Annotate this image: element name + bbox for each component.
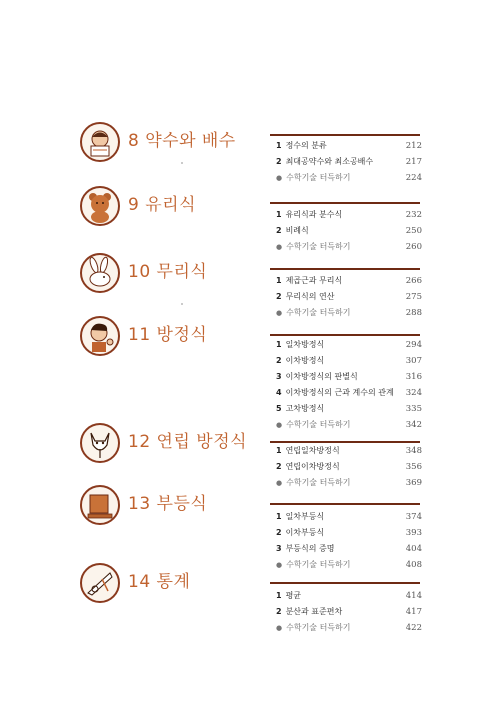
item-label: 유리식과 분수식 xyxy=(285,210,343,219)
item-page: 324 xyxy=(405,388,422,398)
item-label: 이차방정식의 근과 계수의 관계 xyxy=(285,388,394,397)
toc-item[interactable] xyxy=(276,337,422,353)
cat-icon xyxy=(80,423,120,463)
toc-item[interactable] xyxy=(276,353,422,369)
item-page: 374 xyxy=(405,512,422,522)
toc-item[interactable] xyxy=(276,541,422,557)
chapter-title: 12 연립 방정식 xyxy=(128,432,248,452)
chapter-title: 8 약수와 배수 xyxy=(128,131,236,151)
bullet-icon: ● xyxy=(276,243,283,251)
item-number: 1 xyxy=(276,446,282,455)
books-icon xyxy=(80,485,120,525)
drawing-tools-icon xyxy=(80,563,120,603)
chapter-title: 11 방정식 xyxy=(128,325,208,345)
item-label: 비례식 xyxy=(285,226,309,235)
toc-item[interactable] xyxy=(276,604,422,620)
item-number: 3 xyxy=(276,544,282,553)
toc-section xyxy=(276,273,422,321)
toc-item[interactable] xyxy=(276,509,422,525)
toc-item[interactable] xyxy=(276,443,422,459)
chapter-title: 14 통계 xyxy=(128,572,191,592)
item-number: 1 xyxy=(276,512,282,521)
item-number: 2 xyxy=(276,226,282,235)
item-page: 316 xyxy=(405,372,422,382)
toc-item[interactable] xyxy=(276,289,422,305)
toc-item[interactable] xyxy=(276,369,422,385)
divider xyxy=(270,582,420,584)
item-label: 일차방정식 xyxy=(285,340,325,349)
toc-item[interactable] xyxy=(276,154,422,170)
divider xyxy=(270,334,420,336)
item-number: 3 xyxy=(276,372,282,381)
boy-waving-icon xyxy=(80,316,120,356)
item-label: 이차방정식 xyxy=(285,356,325,365)
bullet-icon: ● xyxy=(276,309,283,317)
item-page: 250 xyxy=(405,226,422,236)
item-page: 417 xyxy=(405,607,422,617)
item-page: 232 xyxy=(405,210,422,220)
toc-extra-item[interactable] xyxy=(276,475,422,491)
toc-item[interactable] xyxy=(276,401,422,417)
toc-section xyxy=(276,337,422,433)
item-number: 1 xyxy=(276,340,282,349)
item-page: 342 xyxy=(405,420,422,430)
teddy-bear-icon xyxy=(80,186,120,226)
item-page: 414 xyxy=(405,591,422,601)
toc-extra-item[interactable] xyxy=(276,557,422,573)
item-number: 1 xyxy=(276,591,282,600)
item-label: 수학기술 터득하기 xyxy=(286,242,351,251)
bullet-icon: ● xyxy=(276,624,283,632)
item-label: 연립일차방정식 xyxy=(285,446,340,455)
item-label: 수학기술 터득하기 xyxy=(286,308,351,317)
item-label: 일차부등식 xyxy=(285,512,325,521)
toc-item[interactable] xyxy=(276,223,422,239)
item-label: 수학기술 터득하기 xyxy=(286,560,351,569)
bullet-icon: ● xyxy=(276,421,283,429)
item-number: 1 xyxy=(276,210,282,219)
item-number: 2 xyxy=(276,607,282,616)
toc-extra-item[interactable] xyxy=(276,239,422,255)
item-page: 212 xyxy=(405,141,422,151)
decorative-dot xyxy=(181,162,183,164)
item-page: 393 xyxy=(405,528,422,538)
item-page: 335 xyxy=(405,404,422,414)
item-number: 2 xyxy=(276,528,282,537)
toc-section xyxy=(276,509,422,573)
item-page: 217 xyxy=(405,157,422,167)
item-page: 260 xyxy=(405,242,422,252)
item-number: 2 xyxy=(276,157,282,166)
item-label: 이차부등식 xyxy=(285,528,325,537)
item-number: 2 xyxy=(276,356,282,365)
toc-section xyxy=(276,138,422,186)
chapter-title: 13 부등식 xyxy=(128,494,208,514)
bullet-icon: ● xyxy=(276,174,283,182)
item-label: 이차방정식의 판별식 xyxy=(285,372,358,381)
bullet-icon: ● xyxy=(276,561,283,569)
item-page: 422 xyxy=(405,623,422,633)
item-label: 제곱근과 무리식 xyxy=(285,276,343,285)
item-number: 2 xyxy=(276,292,282,301)
item-number: 5 xyxy=(276,404,282,413)
item-number: 1 xyxy=(276,276,282,285)
item-page: 404 xyxy=(405,544,422,554)
item-label: 수학기술 터득하기 xyxy=(286,420,351,429)
item-label: 수학기술 터득하기 xyxy=(286,623,351,632)
item-label: 부등식의 증명 xyxy=(285,544,335,553)
item-label: 분산과 표준편차 xyxy=(285,607,343,616)
item-page: 275 xyxy=(405,292,422,302)
chapter-title: 10 무리식 xyxy=(128,262,208,282)
item-page: 408 xyxy=(405,560,422,570)
item-page: 288 xyxy=(405,308,422,318)
toc-section xyxy=(276,588,422,636)
toc-item[interactable] xyxy=(276,273,422,289)
decorative-dot xyxy=(181,303,183,305)
divider xyxy=(270,268,420,270)
rabbit-icon xyxy=(80,253,120,293)
toc-item[interactable] xyxy=(276,138,422,154)
item-label: 평균 xyxy=(285,591,302,600)
item-label: 최대공약수와 최소공배수 xyxy=(285,157,374,166)
toc-extra-item[interactable] xyxy=(276,305,422,321)
item-number: 4 xyxy=(276,388,282,397)
toc-section xyxy=(276,443,422,491)
item-page: 224 xyxy=(405,173,422,183)
toc-extra-item[interactable] xyxy=(276,417,422,433)
item-label: 무리식의 연산 xyxy=(285,292,335,301)
divider xyxy=(270,202,420,204)
item-page: 356 xyxy=(405,462,422,472)
toc-extra-item[interactable] xyxy=(276,170,422,186)
toc-item[interactable] xyxy=(276,385,422,401)
divider xyxy=(270,503,420,505)
item-label: 정수의 분류 xyxy=(285,141,327,150)
toc-item[interactable] xyxy=(276,588,422,604)
divider xyxy=(270,134,420,136)
item-page: 307 xyxy=(405,356,422,366)
item-label: 수학기술 터득하기 xyxy=(286,173,351,182)
toc-item[interactable] xyxy=(276,525,422,541)
item-label: 연립이차방정식 xyxy=(285,462,340,471)
item-label: 고차방정식 xyxy=(285,404,325,413)
item-page: 348 xyxy=(405,446,422,456)
item-page: 266 xyxy=(405,276,422,286)
chapter-title: 9 유리식 xyxy=(128,195,196,215)
item-number: 2 xyxy=(276,462,282,471)
toc-section xyxy=(276,207,422,255)
toc-item[interactable] xyxy=(276,459,422,475)
toc-item[interactable] xyxy=(276,207,422,223)
boy-holding-book-icon xyxy=(80,122,120,162)
item-page: 294 xyxy=(405,340,422,350)
toc-extra-item[interactable] xyxy=(276,620,422,636)
item-number: 1 xyxy=(276,141,282,150)
item-label: 수학기술 터득하기 xyxy=(286,478,351,487)
bullet-icon: ● xyxy=(276,479,283,487)
item-page: 369 xyxy=(405,478,422,488)
